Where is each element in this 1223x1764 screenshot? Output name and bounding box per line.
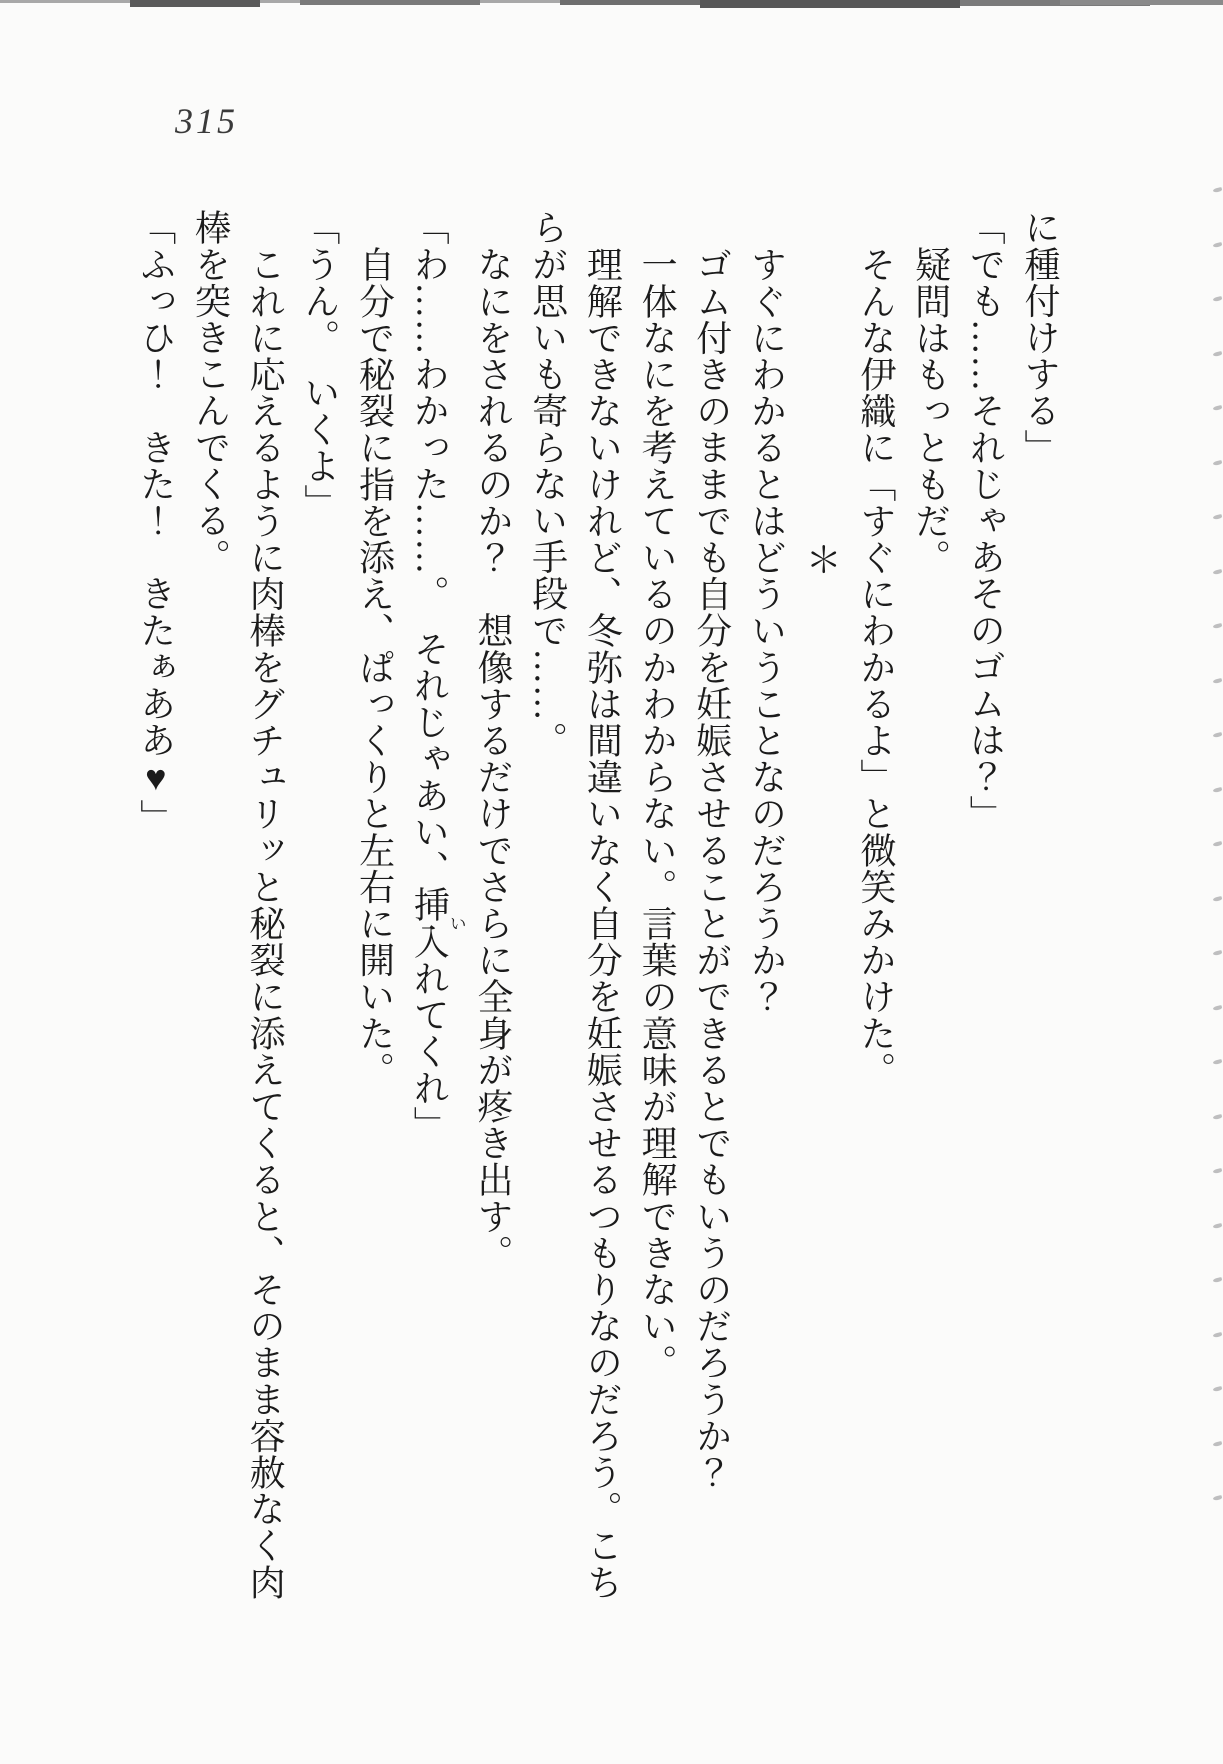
edge-mark: [1213, 242, 1223, 248]
edge-mark: [1213, 1059, 1223, 1065]
page-number: 315: [175, 101, 238, 141]
edge-mark: [1213, 1495, 1223, 1501]
text-line: 理解できないけれど、冬弥は間違いなく自分を妊娠させるつもりなのだろう。こち: [582, 246, 623, 1601]
edge-mark: [1213, 405, 1223, 411]
text-line: に種付けする」: [1020, 209, 1060, 466]
edge-mark: [1213, 351, 1223, 357]
edge-mark: [1213, 296, 1223, 302]
edge-mark: [1213, 569, 1223, 575]
text-line: これに応えるように肉棒をグチュリッと秘裂に添えてくると、そのまま容赦なく肉: [245, 246, 286, 1601]
text-line: 疑問はもっともだ。: [910, 246, 951, 576]
right-edge-marks: [1207, 0, 1223, 1764]
edge-mark: [1213, 1441, 1223, 1447]
edge-mark: [1213, 841, 1223, 847]
top-edge-segment: [300, 0, 480, 5]
text-line: 一体なにを考えているのかわからない。言葉の意味が理解できない。: [637, 246, 678, 1381]
edge-mark: [1213, 1277, 1223, 1283]
text-line: 「でも……それじゃあそのゴムは？」: [965, 209, 1006, 832]
text-line: 「ふっひ！ きた！ きたぁああ♥」: [135, 209, 176, 836]
edge-mark: [1213, 187, 1223, 193]
edge-mark: [1213, 460, 1223, 466]
edge-mark: [1213, 1005, 1223, 1011]
edge-mark: [1213, 950, 1223, 956]
text-line: らが思いも寄らない手段で……。: [527, 209, 568, 758]
edge-mark: [1213, 623, 1223, 629]
text-line: 「わ……わかった……。 それじゃあい、挿入いれてくれ」: [409, 209, 466, 1143]
edge-mark: [1213, 1114, 1223, 1120]
top-edge-segment: [130, 0, 260, 7]
text-line: なにをされるのか？ 想像するだけでさらに全身が疼き出す。: [472, 246, 513, 1271]
text-line: すぐにわかるとはどういうことなのだろうか？: [746, 246, 787, 1015]
edge-mark: [1213, 1386, 1223, 1392]
edge-mark: [1213, 1223, 1223, 1229]
edge-mark: [1213, 678, 1223, 684]
text-line: 「うん。 いくよ」: [299, 209, 340, 521]
top-edge-segment: [1060, 0, 1223, 5]
text-line: 自分で秘裂に指を添え、ぱっくりと左右に開いた。: [354, 246, 395, 1088]
edge-mark: [1213, 1168, 1223, 1174]
text-line: 棒を突きこんでくる。: [190, 209, 231, 575]
section-separator: ＊: [801, 541, 842, 578]
top-edge-segment: [700, 0, 960, 8]
text-line: そんな伊織に「すぐにわかるよ」と微笑みかけた。: [855, 246, 896, 1088]
edge-mark: [1213, 514, 1223, 520]
edge-mark: [1213, 732, 1223, 738]
edge-mark: [1213, 1332, 1223, 1338]
top-edge-artifact: [0, 0, 1223, 10]
edge-mark: [1213, 787, 1223, 793]
edge-mark: [1213, 896, 1223, 902]
text-line: ゴム付きのままでも自分を妊娠させることができるとでもいうのだろうか？: [691, 246, 732, 1491]
text-block: [128, 209, 1067, 1601]
